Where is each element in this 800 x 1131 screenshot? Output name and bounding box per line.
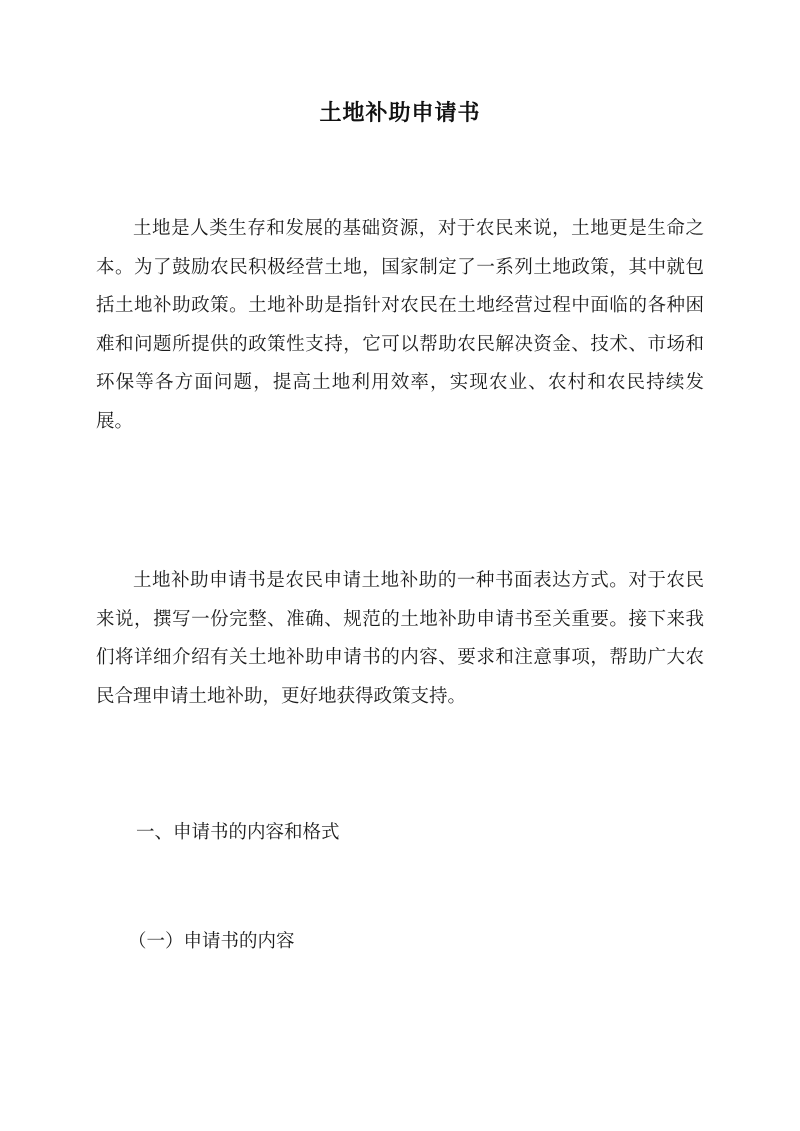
document-title: 土地补助申请书	[319, 100, 481, 126]
paragraph-intro: 土地是人类生存和发展的基础资源，对于农民来说，土地更是生命之本。为了鼓励农民积极经营土地，国家制定了一系列土地政策，其中就包括土地补助政策。土地补助是指针对农民在土地经营过程中面临的各种困难和问题所提供的政策性支持，它可以帮助农民解决资金、技术、市场和环保等各方面问题，提高土地利用效率，实现农业、农村和农民持续发展。	[96, 218, 704, 432]
subsection-heading: （一）申请书的内容	[128, 931, 295, 952]
paragraph-purpose: 土地补助申请书是农民申请土地补助的一种书面表达方式。对于农民来说，撰写一份完整、准确、规范的土地补助申请书至关重要。接下来我们将详细介绍有关土地补助申请书的内容、要求和注意事项，帮助广大农民合理申请土地补助，更好地获得政策支持。	[96, 570, 704, 707]
section-heading: 一、申请书的内容和格式	[136, 822, 340, 843]
